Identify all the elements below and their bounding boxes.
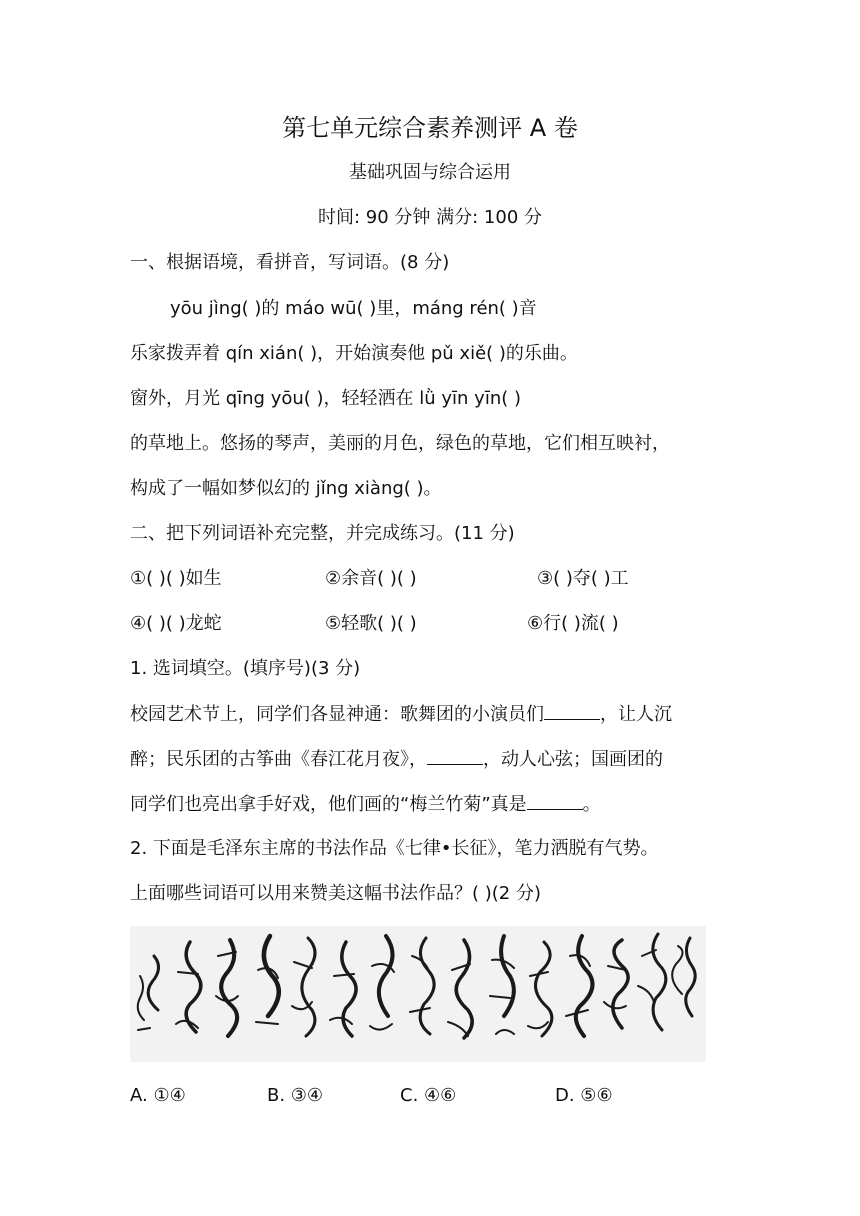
section1-line-2: 乐家拨弄着 qín xián( )，开始演奏他 pǔ xiě( )的乐曲。 [130,343,578,364]
idiom-item-6: ⑥行( )流( ) [527,613,619,634]
section1-line-3: 窗外，月光 qīng yōu( )，轻轻洒在 lǜ yīn yīn( ) [130,388,522,409]
time-score-line: 时间: 90 分钟 满分: 100 分 [318,207,542,228]
q1-text-d: ，动人心弦；国画团的 [483,749,663,770]
idiom-item-3: ③( )夺( )工 [537,568,629,589]
calligraphy-image [130,926,706,1062]
q1-text-c: 醉；民乐团的古筝曲《春江花月夜》， [130,749,427,770]
fill-blank-3[interactable] [527,791,583,810]
q1-text-e: 同学们也亮出拿手好戏，他们画的“梅兰竹菊”真是 [130,794,527,815]
section1-line-1: yōu jìng( )的 máo wū( )里，máng rén( )音 [170,298,537,319]
option-b[interactable]: B. ③④ [267,1085,324,1106]
option-a[interactable]: A. ①④ [130,1085,186,1106]
idiom-item-5: ⑤轻歌( )( ) [325,613,417,634]
q1-text-line-2 [130,746,663,773]
idiom-item-2: ②余音( )( ) [325,568,417,589]
q1-text-a: 校园艺术节上，同学们各显神通：歌舞团的小演员们 [130,704,544,725]
section1-line-4: 的草地上。悠扬的琴声，美丽的月色，绿色的草地，它们相互映衬， [130,433,670,454]
q1-text-b: ，让人沉 [600,704,672,725]
q1-text-line-1 [130,701,672,728]
option-c[interactable]: C. ④⑥ [400,1085,457,1106]
q2-line-2: 上面哪些词语可以用来赞美这幅书法作品？( )(2 分) [130,883,541,904]
q2-line-1: 2. 下面是毛泽东主席的书法作品《七律•长征》，笔力洒脱有气势。 [130,838,659,859]
q1-text-f: 。 [582,794,601,815]
page-title: 第七单元综合素养测评 A 卷 [282,114,578,142]
section2-heading: 二、把下列词语补充完整，并完成练习。(11 分) [130,523,515,544]
fill-blank-1[interactable] [544,701,600,720]
section1-heading: 一、根据语境，看拼音，写词语。(8 分) [130,252,450,273]
option-d[interactable]: D. ⑤⑥ [555,1085,613,1106]
idiom-item-1: ①( )( )如生 [130,568,222,589]
fill-blank-2[interactable] [427,746,483,765]
q1-heading: 1. 选词填空。(填序号)(3 分) [130,658,361,679]
q1-text-line-3 [130,791,601,818]
page-subtitle: 基础巩固与综合运用 [349,162,511,183]
section1-line-5: 构成了一幅如梦似幻的 jǐng xiàng( )。 [130,478,442,499]
idiom-item-4: ④( )( )龙蛇 [130,613,222,634]
